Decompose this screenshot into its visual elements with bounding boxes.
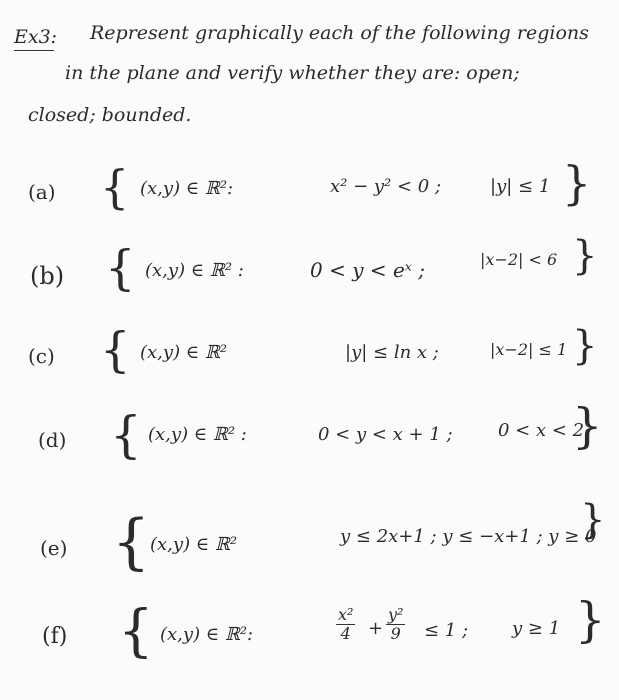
problem-c-condition-1: |y| ≤ ln x ;	[345, 342, 439, 363]
exercise-label-underline	[14, 50, 54, 51]
problem-b-set: (x,y) ∈ ℝ² :	[145, 260, 244, 281]
problem-e-open-brace: {	[112, 507, 151, 577]
problem-f-relation: ≤ 1 ;	[424, 620, 469, 641]
instruction-line-2: in the plane and verify whether they are: open;	[65, 62, 520, 84]
problem-e-conditions: y ≤ 2x+1 ; y ≤ −x+1 ; y ≥ 0	[340, 526, 597, 547]
fraction-x-numerator: x²	[338, 605, 354, 624]
problem-f-fraction-y	[386, 606, 405, 643]
instruction-line-3: closed; bounded.	[28, 104, 192, 126]
problem-f-close-brace: }	[575, 592, 606, 648]
problem-f-label: (f)	[42, 624, 68, 649]
problem-f-set: (x,y) ∈ ℝ²:	[160, 624, 254, 645]
fraction-x-denominator: 4	[340, 624, 351, 643]
problem-b-label: (b)	[30, 262, 65, 290]
fraction-y-numerator: y²	[388, 605, 404, 624]
problem-f-fraction-x	[336, 606, 355, 643]
exercise-label: Ex3:	[14, 26, 58, 48]
problem-f-plus: +	[368, 618, 384, 639]
problem-e-label: (e)	[40, 536, 68, 560]
problem-d-label: (d)	[38, 428, 67, 452]
problem-c-set: (x,y) ∈ ℝ²	[140, 342, 228, 363]
problem-c-open-brace: {	[100, 322, 131, 378]
problem-d-condition-1: 0 < y < x + 1 ;	[318, 424, 453, 445]
problem-e-set: (x,y) ∈ ℝ²	[150, 534, 238, 555]
problem-a-condition-1: x² − y² < 0 ;	[330, 176, 442, 197]
problem-e-close-brace: }	[580, 497, 606, 543]
problem-d-close-brace: }	[572, 398, 603, 454]
problem-b-condition-2: |x−2| < 6	[480, 250, 558, 269]
instruction-line-1: Represent graphically each of the following regions	[90, 22, 589, 44]
problem-a-set: (x,y) ∈ ℝ²:	[140, 178, 234, 199]
problem-a-condition-2: |y| ≤ 1	[490, 176, 551, 197]
problem-b-open-brace: {	[105, 240, 136, 296]
fraction-y-denominator: 9	[390, 624, 401, 643]
problem-a-label: (a)	[28, 180, 56, 204]
problem-b-close-brace: }	[572, 233, 598, 279]
problem-a-open-brace: {	[100, 160, 130, 214]
problem-a-close-brace: }	[562, 156, 592, 210]
problem-f-condition-2: y ≥ 1	[512, 618, 561, 639]
problem-c-close-brace: }	[572, 323, 598, 369]
problem-f-open-brace: {	[118, 599, 154, 664]
problem-d-condition-2: 0 < x < 2	[498, 420, 585, 441]
problem-c-label: (c)	[28, 344, 55, 368]
problem-d-open-brace: {	[110, 406, 142, 464]
problem-d-set: (x,y) ∈ ℝ² :	[148, 424, 247, 445]
problem-c-condition-2: |x−2| ≤ 1	[490, 340, 568, 359]
problem-b-condition-1: 0 < y < eˣ ;	[310, 258, 425, 282]
